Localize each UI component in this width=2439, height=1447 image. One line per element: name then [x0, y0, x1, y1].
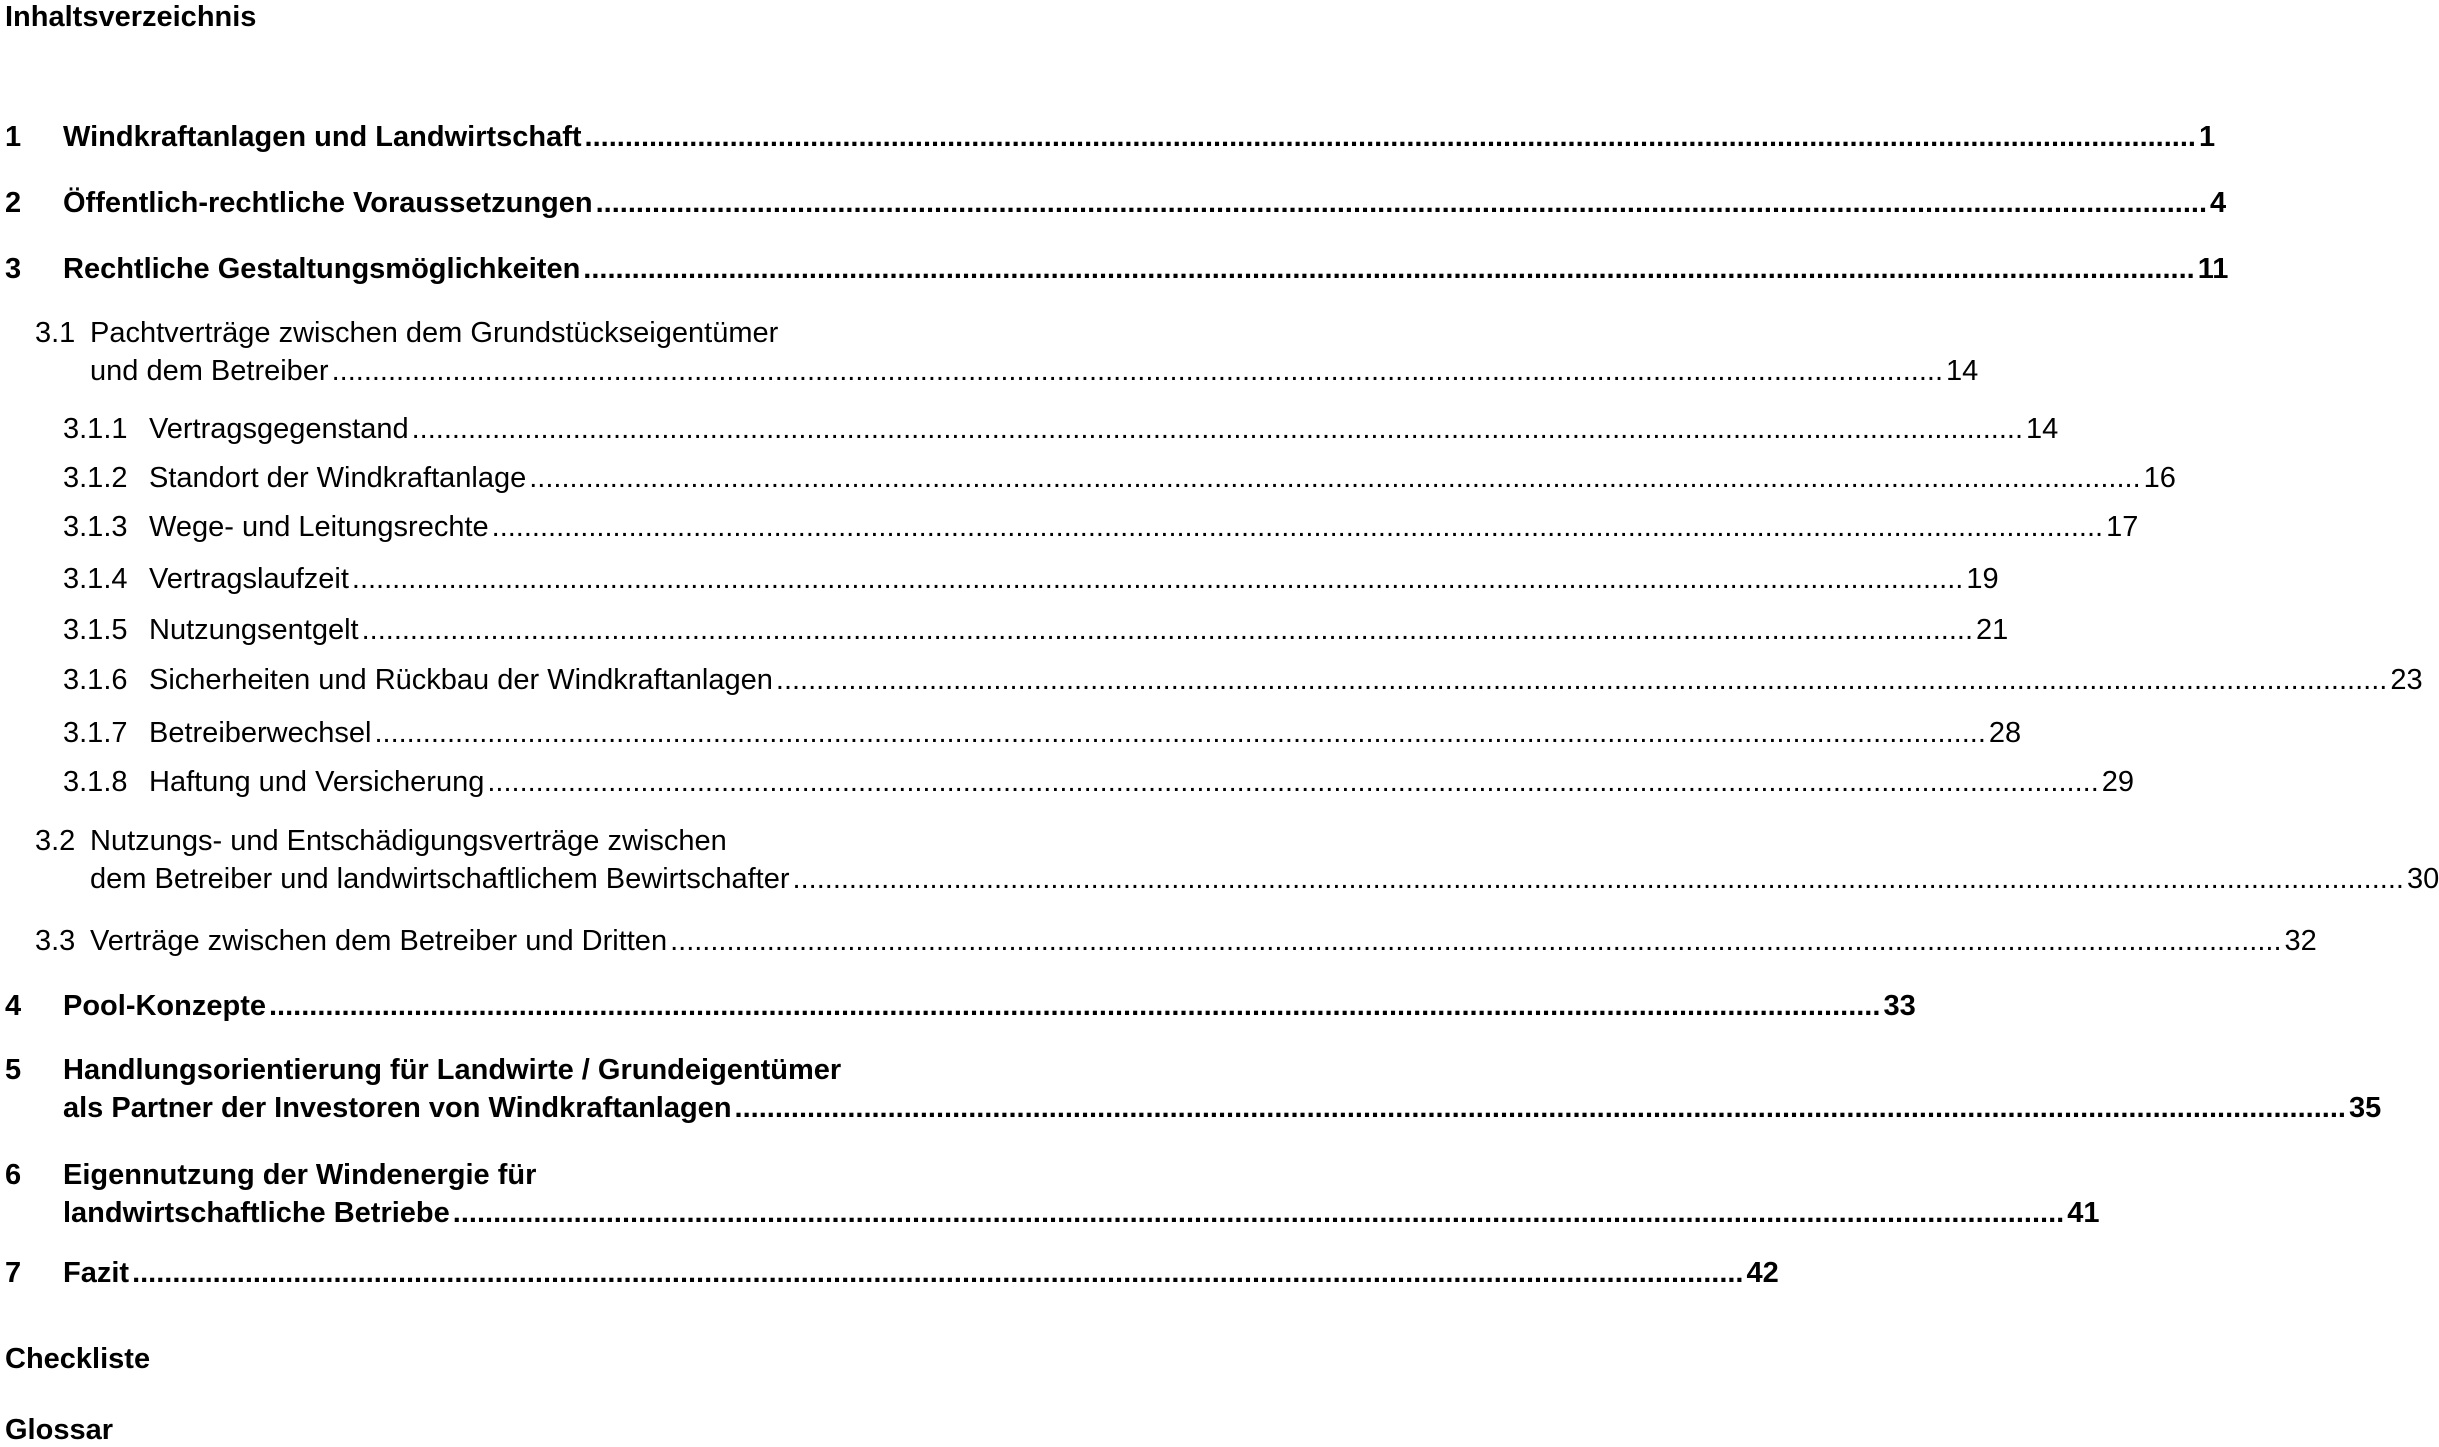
toc-entry-page: 29: [2101, 766, 2135, 798]
trailing-section-glossar[interactable]: Glossar: [5, 1414, 113, 1446]
toc-entry-page: 17: [2106, 511, 2139, 543]
dot-leader: ........................................................................................................................................................................................................: [792, 863, 2404, 895]
dot-leader: ........................................................................................................................................................................................................: [734, 1092, 2346, 1124]
dot-leader: ........................................................................................................................................................................................................: [584, 121, 2196, 153]
toc-entry-title: Betreiberwechsel: [149, 717, 372, 749]
toc-entry-title: und dem Betreiber: [90, 355, 329, 387]
toc-entry-title: Fazit: [63, 1257, 130, 1289]
toc-entry-page: 32: [2284, 925, 2317, 957]
toc-entry-title: Pachtverträge zwischen dem Grundstückseigentümer: [90, 317, 779, 349]
toc-entry-title: Wege- und Leitungsrechte: [149, 511, 489, 543]
toc-entry-page: 41: [2067, 1197, 2100, 1229]
toc-entry-title: Windkraftanlagen und Landwirtschaft: [63, 121, 582, 153]
toc-entry-number: 3.2: [35, 825, 76, 857]
toc-entry-title: Sicherheiten und Rückbau der Windkraftanlagen: [149, 664, 773, 696]
toc-entry-title: Öffentlich-rechtliche Voraussetzungen: [63, 187, 593, 219]
dot-leader: ........................................................................................................................................................................................................: [583, 253, 2195, 285]
trailing-section-checkliste[interactable]: Checkliste: [5, 1343, 151, 1375]
dot-leader: ........................................................................................................................................................................................................: [374, 717, 1986, 749]
toc-entry-number: 3.1.1: [63, 413, 128, 445]
toc-entry-page: 35: [2348, 1092, 2382, 1124]
toc-entry-title: Nutzungs- und Entschädigungsverträge zwischen: [90, 825, 727, 857]
toc-entry-number: 3.1: [35, 317, 76, 349]
toc-entry-page: 21: [1976, 614, 2009, 646]
toc-entry-title: Pool-Konzepte: [63, 990, 266, 1022]
toc-entry-number: 3.1.6: [63, 664, 128, 696]
toc-entry-title: Nutzungsentgelt: [149, 614, 359, 646]
toc-entry-page: 28: [1988, 717, 2022, 749]
dot-leader: ........................................................................................................................................................................................................: [269, 990, 1881, 1022]
toc-entry-page: 16: [2143, 462, 2176, 494]
toc-entry-number: 3.1.2: [63, 462, 128, 494]
dot-leader: ........................................................................................................................................................................................................: [361, 614, 1974, 646]
dot-leader: ........................................................................................................................................................................................................: [491, 511, 2104, 543]
toc-entry-number: 1: [5, 121, 22, 153]
toc-entry-title: Vertragsgegenstand: [149, 413, 409, 445]
toc-entry-title: als Partner der Investoren von Windkraftanlagen: [63, 1092, 732, 1124]
toc-entry-title: Rechtliche Gestaltungsmöglichkeiten: [63, 253, 581, 285]
toc-entry-page: 33: [1883, 990, 1916, 1022]
dot-leader: ........................................................................................................................................................................................................: [670, 925, 2282, 957]
toc-entry-title: Eigennutzung der Windenergie für: [63, 1159, 537, 1191]
toc-entry-title: landwirtschaftliche Betriebe: [63, 1197, 450, 1229]
toc-entry-page: 4: [2210, 187, 2227, 219]
toc-entry-page: 14: [1946, 355, 1979, 387]
dot-leader: ........................................................................................................................................................................................................: [529, 462, 2141, 494]
dot-leader: ........................................................................................................................................................................................................: [775, 664, 2388, 696]
toc-entry-page: 19: [1966, 563, 1999, 595]
toc-entry-page: 23: [2390, 664, 2423, 696]
dot-leader: ........................................................................................................................................................................................................: [452, 1197, 2065, 1229]
toc-entry-number: 3.3: [35, 925, 76, 957]
toc-entry-page: 30: [2406, 863, 2439, 895]
toc-entry-page: 14: [2026, 413, 2059, 445]
dot-leader: ........................................................................................................................................................................................................: [487, 766, 2099, 798]
toc-entry-number: 4: [5, 990, 22, 1022]
toc-entry-number: 3: [5, 253, 22, 285]
dot-leader: ........................................................................................................................................................................................................: [595, 187, 2208, 219]
toc-entry-title: dem Betreiber und landwirtschaftlichem Bewirtschafter: [90, 863, 790, 895]
dot-leader: ........................................................................................................................................................................................................: [411, 413, 2024, 445]
toc-entry-title: Standort der Windkraftanlage: [149, 462, 527, 494]
toc-entry-title: Vertragslaufzeit: [149, 563, 349, 595]
dot-leader: ........................................................................................................................................................................................................: [351, 563, 1964, 595]
page-title: Inhaltsverzeichnis: [5, 1, 257, 33]
toc-entry-number: 3.1.5: [63, 614, 128, 646]
toc-entry-page: 42: [1746, 1257, 1779, 1289]
dot-leader: ........................................................................................................................................................................................................: [132, 1257, 1744, 1289]
toc-entry-number: 3.1.7: [63, 717, 128, 749]
toc-entry-title: Verträge zwischen dem Betreiber und Dritten: [90, 925, 668, 957]
toc-entry-number: 6: [5, 1159, 22, 1191]
toc-entry-title: Handlungsorientierung für Landwirte / Grundeigentümer: [63, 1054, 842, 1086]
toc-entry-page: 1: [2198, 121, 2216, 153]
toc-entry-title: Haftung und Versicherung: [149, 766, 485, 798]
toc-entry-number: 7: [5, 1257, 22, 1289]
dot-leader: ........................................................................................................................................................................................................: [331, 355, 1944, 387]
toc-entry-number: 5: [5, 1054, 22, 1086]
toc-entry-number: 2: [5, 187, 22, 219]
toc-entry-number: 3.1.4: [63, 563, 128, 595]
toc-entry-page: 11: [2197, 253, 2229, 285]
toc-entry-number: 3.1.3: [63, 511, 128, 543]
toc-entry-number: 3.1.8: [63, 766, 128, 798]
